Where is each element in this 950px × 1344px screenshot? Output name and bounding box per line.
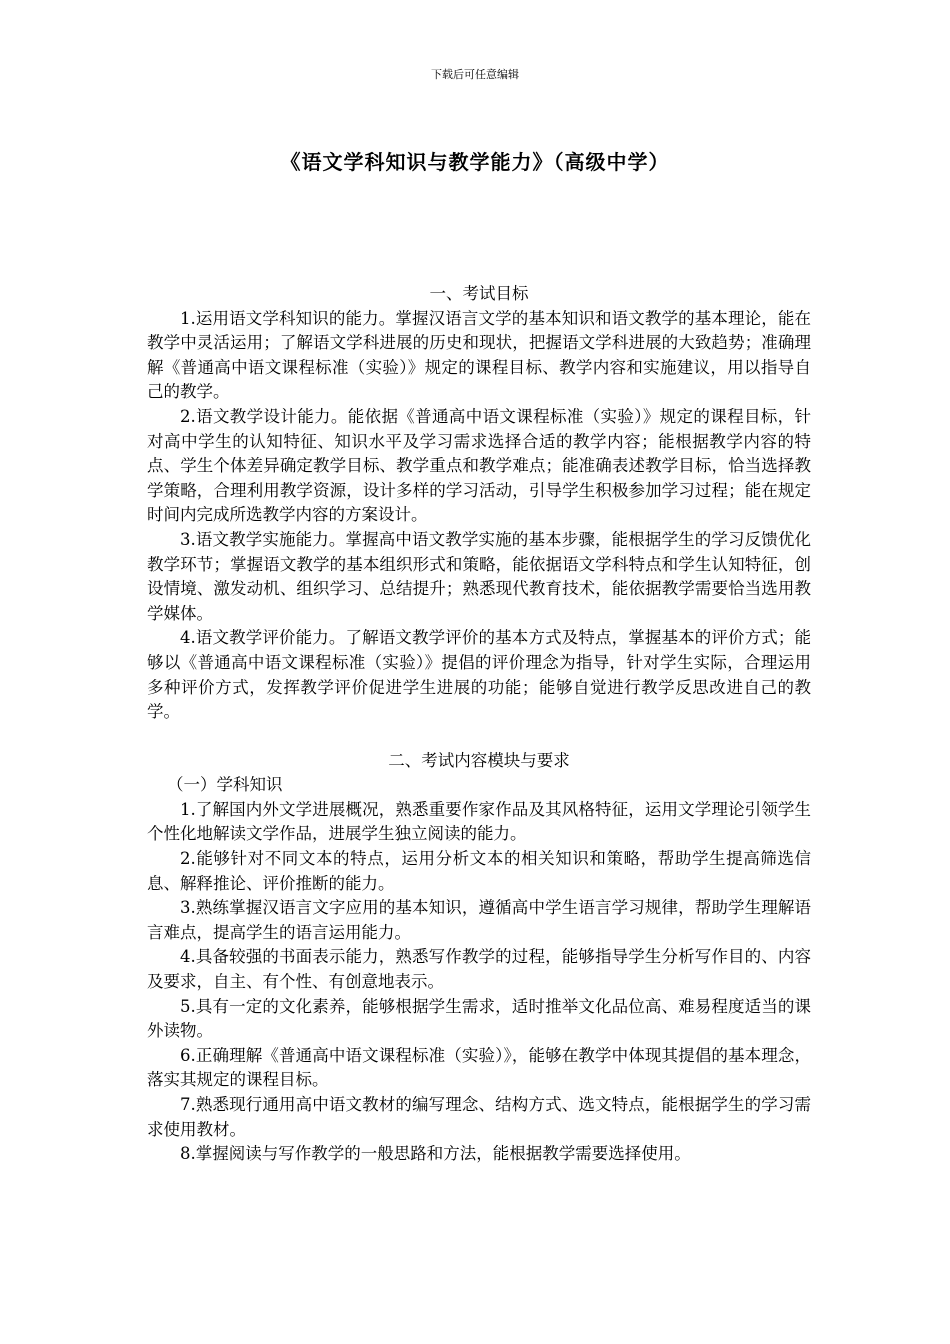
paragraph: 5.具有一定的文化素养，能够根据学生需求，适时推举文化品位高、难易程度适当的课外读物。 (147, 996, 811, 1041)
subsection-heading-subject-knowledge: （一）学科知识 (167, 775, 283, 795)
document-title: 《语文学科知识与教学能力》（高级中学） (280, 150, 670, 174)
paragraph: 4.具备较强的书面表示能力，熟悉写作教学的过程，能够指导学生分析写作目的、内容及要求，自主、有个性、有创意地表示。 (147, 947, 811, 992)
paragraph: 1.运用语文学科知识的能力。掌握汉语言文学的基本知识和语文教学的基本理论，能在教学中灵活运用；了解语文学科进展的历史和现状，把握语文学科进展的大致趋势；准确理解《普通高中语文课程标准（实验）》规定的课程目标、教学内容和实施建议，用以指导自己的教学。 (147, 308, 811, 402)
header-note: 下载后可任意编辑 (431, 68, 519, 81)
paragraph: 8.掌握阅读与写作教学的一般思路和方法，能根据教学需要选择使用。 (180, 1144, 691, 1164)
paragraph: 4.语文教学评价能力。了解语文教学评价的基本方式及特点，掌握基本的评价方式；能够以《普通高中语文课程标准（实验）》提倡的评价理念为指导，针对学生实际，合理运用多种评价方式，发挥教学评价促进学生进展的功能；能够自觉进行教学反思改进自己的教学。 (147, 628, 811, 722)
paragraph: 3.语文教学实施能力。掌握高中语文教学实施的基本步骤，能根据学生的学习反馈优化教学环节；掌握语文教学的基本组织形式和策略，能依据语文学科特点和学生认知特征，创设情境、激发动机、组织学习、总结提升；熟悉现代教育技术，能依据教学需要恰当选用教学媒体。 (147, 529, 811, 623)
section-heading-exam-content: 二、考试内容模块与要求 (388, 750, 570, 770)
paragraph: 2.语文教学设计能力。能依据《普通高中语文课程标准（实验）》规定的课程目标，针对高中学生的认知特征、知识水平及学习需求选择合适的教学内容；能根据教学内容的特点、学生个体差异确定教学目标、教学重点和教学难点；能准确表述教学目标，恰当选择教学策略，合理利用教学资源，设计多样的学习活动，引导学生积极参加学习过程；能在规定时间内完成所选教学内容的方案设计。 (147, 406, 811, 525)
document-body (147, 282, 811, 1167)
section-heading-exam-goals: 一、考试目标 (429, 284, 529, 303)
paragraph: 6.正确理解《普通高中语文课程标准（实验）》，能够在教学中体现其提倡的基本理念，落实其规定的课程目标。 (147, 1045, 811, 1090)
paragraph: 3.熟练掌握汉语言文字应用的基本知识，遵循高中学生语言学习规律，帮助学生理解语言难点，提高学生的语言运用能力。 (147, 898, 811, 942)
paragraph: 7.熟悉现行通用高中语文教材的编写理念、结构方式、选文特点，能根据学生的学习需求使用教材。 (147, 1095, 811, 1139)
paragraph: 1.了解国内外文学进展概况，熟悉重要作家作品及其风格特征，运用文学理论引领学生个性化地解读文学作品，进展学生独立阅读的能力。 (147, 799, 811, 844)
paragraph: 2.能够针对不同文本的特点，运用分析文本的相关知识和策略，帮助学生提高筛选信息、解释推论、评价推断的能力。 (147, 849, 811, 893)
